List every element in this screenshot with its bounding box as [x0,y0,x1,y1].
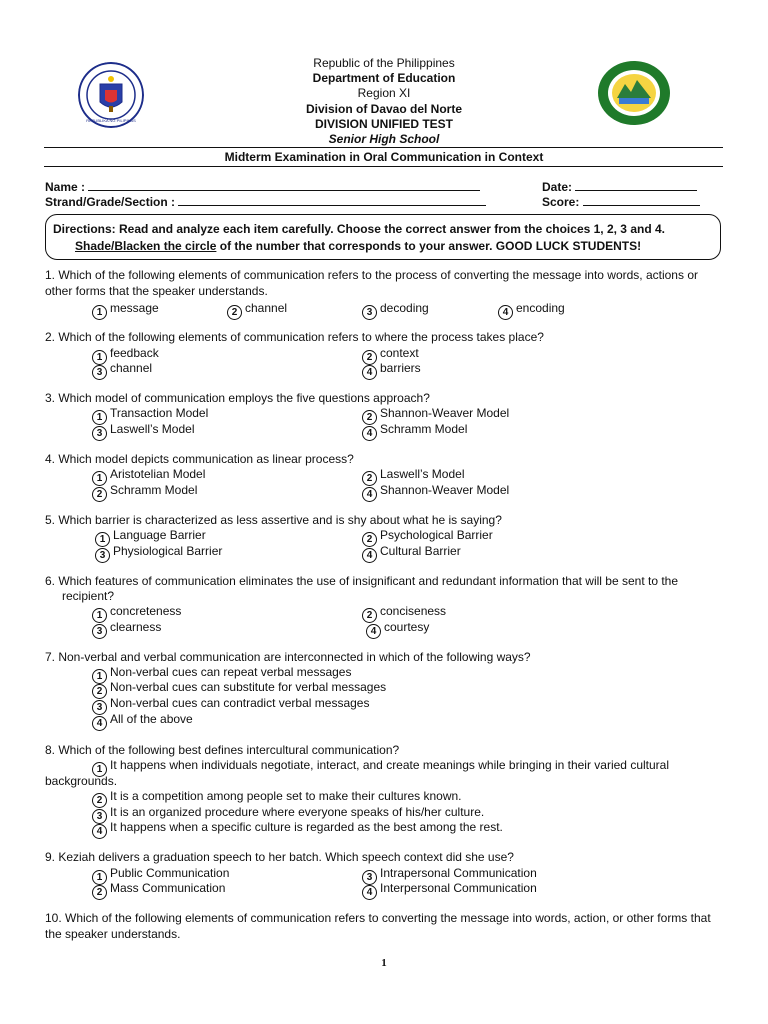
score-blank[interactable] [583,194,700,206]
option-text: Non-verbal cues can substitute for verbal messages [110,680,387,694]
question-9: 9. Keziah delivers a graduation speech to her batch. Which speech context did she use? [45,850,514,864]
option-circle[interactable]: 1 [92,410,107,425]
q2-option-4[interactable] [362,361,421,380]
option-circle[interactable]: 2 [362,410,377,425]
option-text: Mass Communication [110,881,226,895]
q6-option-4[interactable] [366,620,429,639]
name-blank[interactable] [88,179,480,191]
question-8: 8. Which of the following best defines intercultural communication? [45,743,400,757]
option-circle[interactable]: 3 [362,305,377,320]
option-circle[interactable]: 3 [92,624,107,639]
option-circle[interactable]: 4 [362,885,377,900]
option-text: context [380,346,419,360]
option-circle[interactable]: 3 [92,809,107,824]
option-circle[interactable]: 4 [92,824,107,839]
directions-underlined: Shade/Blacken the circle [75,239,217,253]
question-4: 4. Which model depicts communication as linear process? [45,452,354,466]
option-circle[interactable]: 4 [362,487,377,502]
q2-option-3[interactable] [92,361,152,380]
option-circle[interactable]: 1 [92,762,107,777]
q5-option-4[interactable] [362,544,461,563]
strand-blank[interactable] [178,194,486,206]
question-5: 5. Which barrier is characterized as less assertive and is shy about what he is saying? [45,513,502,527]
option-text: feedback [110,346,159,360]
option-circle[interactable]: 4 [366,624,381,639]
header-department: Department of Education [312,71,456,85]
option-text: conciseness [380,604,447,618]
option-text: All of the above [110,712,193,726]
date-label: Date: [542,180,573,194]
option-circle[interactable]: 2 [92,793,107,808]
option-circle[interactable]: 1 [92,350,107,365]
exam-title: Midterm Examination in Oral Communication in Context [224,150,544,164]
option-circle[interactable]: 2 [362,350,377,365]
page-number: 1 [381,957,387,969]
option-text: Non-verbal cues can contradict verbal messages [110,696,370,710]
directions-rest: of the number that corresponds to your answer. GOOD LUCK STUDENTS! [216,239,642,253]
option-text: decoding [380,301,429,315]
option-circle[interactable]: 1 [92,305,107,320]
option-text: It happens when individuals negotiate, interact, and create meanings while bringing in their varied cultural [110,758,670,772]
option-text: Non-verbal cues can repeat verbal messages [110,665,352,679]
title-divider [44,166,723,167]
header-level: Senior High School [328,132,440,146]
option-circle[interactable]: 3 [92,700,107,715]
score-field[interactable] [542,194,700,209]
option-circle[interactable]: 4 [362,365,377,380]
q1-option-4[interactable] [498,301,565,320]
header-region: Region XI [357,86,411,100]
option-text: Language Barrier [113,528,206,542]
option-circle[interactable]: 2 [362,471,377,486]
q4-option-3[interactable] [92,483,197,502]
deped-seal-text: REPUBLIKA NG PILIPINAS [86,118,136,123]
option-circle[interactable]: 1 [95,532,110,547]
option-text: encoding [516,301,565,315]
question-3: 3. Which model of communication employs the five questions approach? [45,391,430,405]
question-10: 10. Which of the following elements of communication refers to converting the message into words, action, or other forms that the speaker understands. [45,911,711,941]
option-circle[interactable]: 3 [362,870,377,885]
option-circle[interactable]: 2 [362,608,377,623]
q1-option-2[interactable] [227,301,287,320]
header-republic: Republic of the Philippines [313,56,455,70]
q9-option-4[interactable] [362,881,537,900]
option-text: courtesy [384,620,430,634]
name-field[interactable] [45,179,480,194]
header-division: Division of Davao del Norte [305,102,463,116]
option-text: Physiological Barrier [113,544,223,558]
option-text: clearness [110,620,162,634]
option-circle[interactable]: 4 [362,548,377,563]
q1-option-1[interactable] [92,301,159,320]
option-text: It is an organized procedure where everyone speaks of his/her culture. [110,805,485,819]
option-circle[interactable]: 4 [92,716,107,731]
option-text: Cultural Barrier [380,544,461,558]
option-text: Interpersonal Communication [380,881,537,895]
option-text: Transaction Model [110,406,209,420]
q3-option-4[interactable] [362,422,467,441]
directions-line2 [75,239,641,253]
q7-option-4[interactable] [92,712,193,731]
option-text: channel [110,361,153,375]
option-text: Public Communication [110,866,230,880]
q9-option-3[interactable] [92,881,225,900]
header-divider [44,147,723,148]
q8-option-4[interactable] [92,820,503,839]
strand-field[interactable] [45,194,486,209]
option-circle[interactable]: 2 [92,885,107,900]
option-circle[interactable]: 3 [95,548,110,563]
option-circle[interactable]: 1 [92,471,107,486]
option-text: Laswell’s Model [380,467,465,481]
directions-box [45,214,721,260]
option-text: It happens when a specific culture is regarded as the best among the rest. [110,820,503,834]
option-text: Psychological Barrier [380,528,493,542]
option-text: message [110,301,159,315]
option-text: Intrapersonal Communication [380,866,537,880]
name-label: Name : [45,180,86,194]
question-7: 7. Non-verbal and verbal communication are interconnected in which of the following ways? [45,650,531,664]
directions-line1: Directions: Read and analyze each item carefully. Choose the correct answer from the choices 1, 2, 3 and 4. [53,222,665,236]
option-circle[interactable]: 3 [92,426,107,441]
q8-option-1-wrap: backgrounds. [45,774,118,788]
q3-option-3[interactable] [92,422,195,441]
option-circle[interactable]: 2 [227,305,242,320]
option-text: concreteness [110,604,182,618]
strand-label: Strand/Grade/Section : [45,195,176,209]
question-6-cont: recipient? [62,589,115,603]
option-text: Shannon-Weaver Model [380,483,510,497]
question-2: 2. Which of the following elements of communication refers to where the process takes place? [45,330,544,344]
option-text: Schramm Model [110,483,198,497]
option-circle[interactable]: 1 [92,669,107,684]
q1-option-3[interactable] [362,301,429,320]
option-text: barriers [380,361,421,375]
date-field[interactable] [542,179,697,194]
option-circle[interactable]: 3 [92,365,107,380]
option-circle[interactable]: 2 [92,684,107,699]
option-circle[interactable]: 2 [362,532,377,547]
option-text: Schramm Model [380,422,468,436]
header-test-title: DIVISION UNIFIED TEST [314,117,453,131]
option-circle[interactable]: 1 [92,870,107,885]
option-circle[interactable]: 4 [362,426,377,441]
question-6: 6. Which features of communication eliminates the use of insignificant and redundant information that will be sent to the [45,574,679,588]
option-circle[interactable]: 1 [92,608,107,623]
question-1: 1. Which of the following elements of communication refers to the process of converting the message into words, actions or other forms that the speaker understands. [45,268,698,298]
option-text: channel [245,301,288,315]
option-circle[interactable]: 4 [498,305,513,320]
option-text: Aristotelian Model [110,467,206,481]
q5-option-3[interactable] [95,544,222,563]
q6-option-3[interactable] [92,620,161,639]
option-text: It is a competition among people set to make their cultures known. [110,789,462,803]
q4-option-4[interactable] [362,483,509,502]
option-text: Shannon-Weaver Model [380,406,510,420]
option-text: Laswell’s Model [110,422,195,436]
option-circle[interactable]: 2 [92,487,107,502]
date-blank[interactable] [575,179,697,191]
score-label: Score: [542,195,580,209]
